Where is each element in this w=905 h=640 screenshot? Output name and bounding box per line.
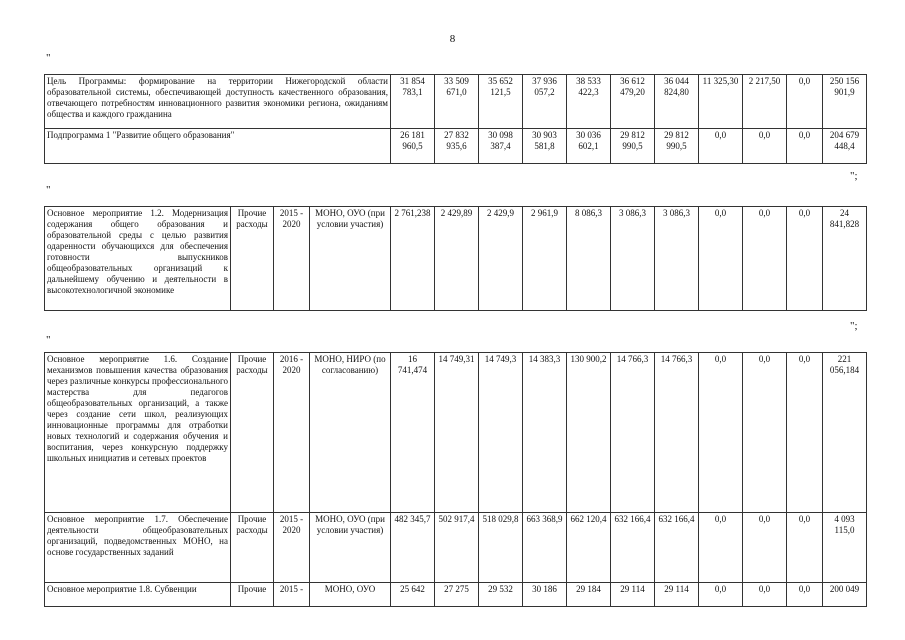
value-cell: 632 166,4: [655, 513, 699, 583]
row-name: Основное мероприятие 1.8. Субвенции: [45, 583, 231, 607]
value-cell: 4 093 115,0: [823, 513, 867, 583]
period: 2015 -: [274, 583, 310, 607]
table-measures-1-6-1-8: [44, 352, 867, 607]
value-cell: 27 832 935,6: [435, 129, 479, 164]
value-cell: 200 049: [823, 583, 867, 607]
expense-type: Прочие расходы: [231, 513, 274, 583]
quote-open-mark-3: ": [46, 334, 51, 346]
table-row: [45, 75, 867, 129]
value-cell: 14 766,3: [611, 353, 655, 513]
value-cell: 27 275: [435, 583, 479, 607]
value-cell: 0,0: [699, 513, 743, 583]
value-cell: 11 325,30: [699, 75, 743, 129]
value-cell: 38 533 422,3: [567, 75, 611, 129]
value-cell: 663 368,9: [523, 513, 567, 583]
quote-close-mark-1: ";: [850, 170, 858, 182]
quote-open-mark-1: ": [46, 52, 51, 64]
expense-type: Прочие расходы: [231, 353, 274, 513]
value-cell: 29 114: [611, 583, 655, 607]
row-name: Основное мероприятие 1.6. Создание механизмов повышения качества образования через различные конкурсы профессионального мастерства для педагогов общеобразовательных организаций, а также через создание сети школ, реализующих инновационные программы для отработки новых технологий и содержания обучения и воспитания, через конкурсную поддержку школьных инициатив и сетевых проектов: [45, 353, 231, 513]
expense-type: Прочие: [231, 583, 274, 607]
value-cell: 2 429,9: [479, 207, 523, 311]
executor: МОНО, ОУО (при условии участия): [310, 207, 391, 311]
value-cell: 2 217,50: [743, 75, 787, 129]
value-cell: 36 612 479,20: [611, 75, 655, 129]
value-cell: 2 429,89: [435, 207, 479, 311]
value-cell: 0,0: [787, 353, 823, 513]
row-name: Подпрограмма 1 "Развитие общего образования": [45, 129, 391, 164]
value-cell: 14 766,3: [655, 353, 699, 513]
period: 2015 - 2020: [274, 207, 310, 311]
executor: МОНО, ОУО (при условии участия): [310, 513, 391, 583]
value-cell: 16 741,474: [391, 353, 435, 513]
value-cell: 14 749,31: [435, 353, 479, 513]
value-cell: 30 186: [523, 583, 567, 607]
executor: МОНО, НИРО (по согласованию): [310, 353, 391, 513]
table-row: [45, 129, 867, 164]
value-cell: 25 642: [391, 583, 435, 607]
value-cell: 36 044 824,80: [655, 75, 699, 129]
value-cell: 250 156 901,9: [823, 75, 867, 129]
value-cell: 2 761,238: [391, 207, 435, 311]
value-cell: 0,0: [743, 207, 787, 311]
value-cell: 221 056,184: [823, 353, 867, 513]
expense-type: Прочие расходы: [231, 207, 274, 311]
table-row: [45, 513, 867, 583]
value-cell: 662 120,4: [567, 513, 611, 583]
period: 2016 - 2020: [274, 353, 310, 513]
value-cell: 31 854 783,1: [391, 75, 435, 129]
value-cell: 482 345,7: [391, 513, 435, 583]
value-cell: 0,0: [787, 513, 823, 583]
value-cell: 0,0: [787, 129, 823, 164]
value-cell: 0,0: [699, 129, 743, 164]
value-cell: 0,0: [743, 513, 787, 583]
value-cell: 35 652 121,5: [479, 75, 523, 129]
value-cell: 0,0: [743, 583, 787, 607]
value-cell: 632 166,4: [611, 513, 655, 583]
value-cell: 0,0: [787, 207, 823, 311]
value-cell: 2 961,9: [523, 207, 567, 311]
value-cell: 0,0: [787, 583, 823, 607]
value-cell: 24 841,828: [823, 207, 867, 311]
value-cell: 0,0: [699, 353, 743, 513]
table-row: [45, 583, 867, 607]
value-cell: 30 903 581,8: [523, 129, 567, 164]
value-cell: 0,0: [743, 353, 787, 513]
value-cell: 29 184: [567, 583, 611, 607]
value-cell: 30 036 602,1: [567, 129, 611, 164]
table-measure-1-2: [44, 206, 867, 311]
value-cell: 26 181 960,5: [391, 129, 435, 164]
row-name: Основное мероприятие 1.2. Модернизация содержания общего образования и образовательной среды с целью развития одаренности обучающихся для обеспечения готовности выпускников общеобразовательных организаций к дальнейшему обучению и деятельности в высокотехнологичной экономике: [45, 207, 231, 311]
value-cell: 518 029,8: [479, 513, 523, 583]
value-cell: 29 114: [655, 583, 699, 607]
value-cell: 14 749,3: [479, 353, 523, 513]
value-cell: 0,0: [699, 207, 743, 311]
value-cell: 204 679 448,4: [823, 129, 867, 164]
executor: МОНО, ОУО: [310, 583, 391, 607]
value-cell: 3 086,3: [611, 207, 655, 311]
value-cell: 33 509 671,0: [435, 75, 479, 129]
value-cell: 0,0: [743, 129, 787, 164]
period: 2015 - 2020: [274, 513, 310, 583]
table-row: [45, 207, 867, 311]
row-name: Цель Программы: формирование на территории Нижегородской области образовательной системы, обеспечивающей доступность качественного образования, отвечающего потребностям инновационного развития экономики региона, ожиданиям общества и каждого гражданина: [45, 75, 391, 129]
value-cell: 29 812 990,5: [655, 129, 699, 164]
table-row: [45, 353, 867, 513]
value-cell: 0,0: [787, 75, 823, 129]
value-cell: 37 936 057,2: [523, 75, 567, 129]
value-cell: 14 383,3: [523, 353, 567, 513]
value-cell: 8 086,3: [567, 207, 611, 311]
page-number: 8: [449, 33, 456, 45]
value-cell: 29 532: [479, 583, 523, 607]
quote-close-mark-2: ";: [850, 320, 858, 332]
quote-open-mark-2: ": [46, 184, 51, 196]
value-cell: 0,0: [699, 583, 743, 607]
value-cell: 502 917,4: [435, 513, 479, 583]
value-cell: 130 900,2: [567, 353, 611, 513]
row-name: Основное мероприятие 1.7. Обеспечение деятельности общеобразовательных организаций, подведомственных МОНО, на основе государственных заданий: [45, 513, 231, 583]
value-cell: 30 098 387,4: [479, 129, 523, 164]
table-goal: [44, 74, 867, 164]
value-cell: 3 086,3: [655, 207, 699, 311]
value-cell: 29 812 990,5: [611, 129, 655, 164]
